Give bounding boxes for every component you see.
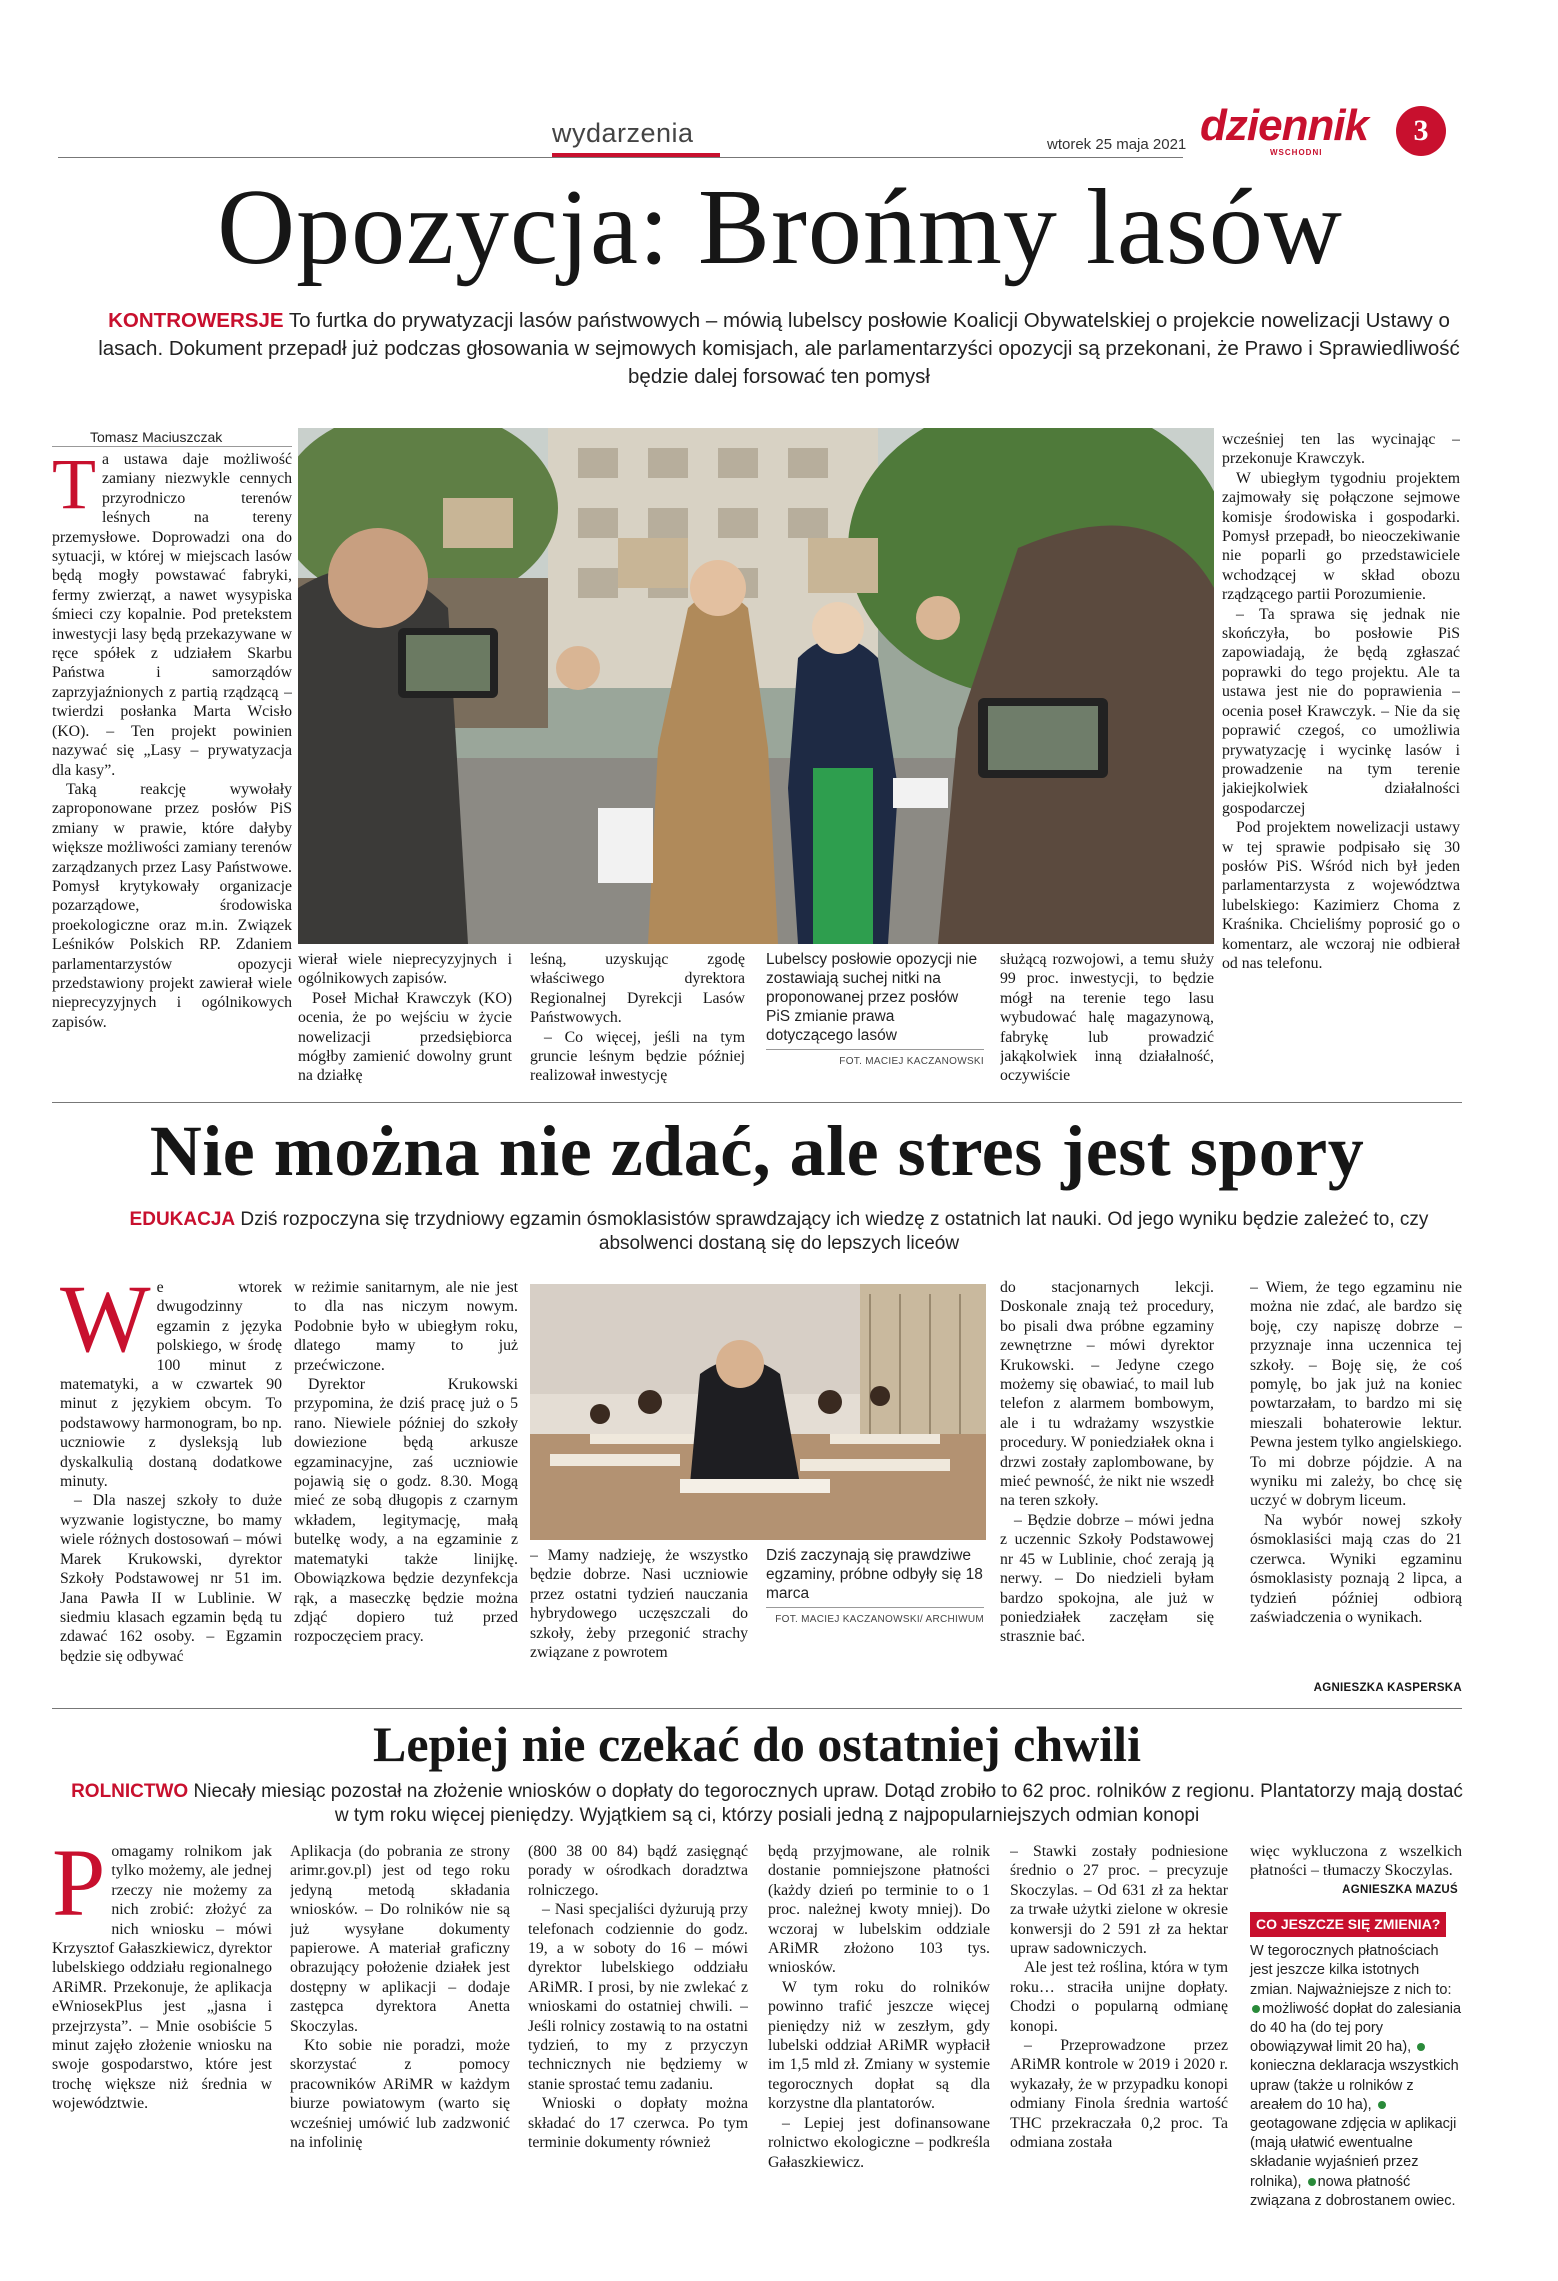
article3-col2-p2: Kto sobie nie poradzi, może skorzystać z pomocy pracowników ARiMR w każdym biurze powiatowym (warto się wcześniej umówić lub zadzwonić na infolinię [290,2037,510,2152]
article2-col3-p1: – Mamy nadzieję, że wszystko będzie dobrze. Nasi uczniowie przez ostatni tydzień nauczania hybrydowego uczęszczali do szkoły, żeby przegonić strachy związane z powrotem [530,1547,748,1662]
article2-lead [80,1208,1478,1256]
byline-rule [52,446,292,447]
article1-col5-p1: służącą rozwojowi, a temu służy 99 proc. inwestycji, to będzie mógł na terenie tego lasu wybudować halę magazynową, fabrykę lub prowadzić jakąkolwiek inną działalność, oczywiście [1000,951,1214,1085]
article1-col6-p2: W ubiegłym tygodniu projektem zajmowały się połączone sejmowe komisje środowiska i gospodarki. Pomysł przepadł, bo nieoczekiwanie nie poparli go przedstawiciele wchodzącej w skład obozu rządzącego partii Porozumienie. [1222,469,1460,604]
page-number: 3 [1413,114,1429,147]
article1-col6-p4: Pod projektem nowelizacji ustawy w tej sprawie podpisało się 30 posłów PiS. Wśród nich był jeden parlamentarzysta z województwa lubelskiego: Kazimierz Choma z Kraśnika. Chcieliśmy poprosić go o komentarz, ale wczoraj nie odbierał od nas telefonu. [1222,819,1460,972]
article3-col3 [528,1842,748,2242]
section-label: wydarzenia [552,118,694,148]
changes-box-intro: W tegorocznych płatnościach jest jeszcze kilka istotnych zmian. Najważniejsze z nich to: [1250,1943,1452,1998]
article3-col5 [1010,1842,1228,2242]
article3-col2 [290,1842,510,2242]
article1-col3-p1: leśną, uzyskując zgodę właściwego dyrektora Regionalnej Dyrekcji Lasów Państwowych. [530,951,745,1027]
article1-byline: Tomasz Maciuszczak [90,429,223,445]
changes-box-body [1250,1942,1462,2211]
article3-col3-p2: – Nasi specjaliści dyżurują przy telefonach codziennie do godz. 19, a w soboty do 16 – mówi dyrektor lubelskiego oddziału ARiMR. I prosi, by nie zwlekać z wnioskami do ostatniej chwili. – Jeśli rolnicy zostawią to na ostatni tydzień, to my z przyczyn technicznych nie będziemy w stanie sprostać temu zadaniu. [528,1901,748,2093]
article1-col2 [298,950,512,1095]
article1-lead-text: To furtka do prywatyzacji lasów państwowych – mówią lubelscy posłowie Koalicji Obywatelskiej o projekcie nowelizacji Ustawy o lasach. Dokument przepadł już podczas głosowania w sejmowych komisjach, ale parlamentarzyści opozycji są przekonani, że Prawo i Sprawiedliwość będzie dalej forsować ten pomysł [98,309,1460,388]
article2-drop-cap: W [60,1278,151,1372]
article1-photo [298,428,1214,944]
article1-photo-credit: FOT. MACIEJ KACZANOWSKI [766,1049,984,1071]
article2-col1-p2: – Dla naszej szkoły to duże wyzwanie logistyczne, bo mamy wiele różnych dostosowań – mówi Marek Krukowski, dyrektor Szkoły Podstawowej nr 51 im. Jana Pawła II w Lublinie. W siedmiu klasach egzamin będą tu zdawać 162 osoby. – Egzamin będzie się odbywać [60,1492,282,1665]
page-number-badge [1396,106,1446,156]
article1-col5 [1000,950,1214,1095]
article3-signature: AGNIESZKA MAZUŚ [1342,1884,1458,1896]
changes-box [1250,1912,1462,2211]
article3-col1-p1: omagamy rolnikom jak tylko możemy, ale jednej rzeczy nie możemy za nich zrobić: złożyć za nich wniosku – mówi Krzysztof Gałaszkiewicz, dyrektor lubelskiego oddziału regionalnego ARiMR. Przekonuje, że aplikacja eWniosekPlus jest „jasna i przejrzysta”. – Mnie osobiście 5 minut zajęło złożenie wniosku na swoje gospodarstwo, które jest trochę większe niż średnia w województwie. [52,1843,272,2113]
article2-col1 [60,1278,282,1703]
article3-col4-p1: będą przyjmowane, ale rolnik dostanie pomniejszone płatności (każdy dzień po terminie to o 1 proc. należnej kwoty mniej). Do wczoraj w lubelskim oddziale ARiMR złożono 103 tys. wniosków. [768,1843,990,1977]
article2-signature: AGNIESZKA KASPERSKA [1313,1682,1462,1694]
brand-name: dziennik [1200,101,1369,150]
bullet-icon [1417,2043,1425,2051]
article2-col1-p1: e wtorek dwugodzinny egzamin z języka polskiego, w środę 100 minut z matematyki, a w czwartek 90 minut z językiem obcym. To podstawowy harmonogram, bo np. uczniowie z dysleksją lub dyskalkulią dostaną dodatkowe minuty. [60,1279,282,1491]
article2-caption [766,1546,984,1629]
header-rule [58,157,1183,158]
article1-caption-text: Lubelscy posłowie opozycji nie zostawiają suchej nitki na proponowanej przez posłów PiS zmianie prawa dotyczącego lasów [766,951,978,1044]
article1-col1 [52,450,292,1090]
article1-col1-p2: Taką reakcję wywołały zaproponowane przez posłów PiS zmiany w prawie, które dałyby większe możliwości zamiany terenów zarządzanych przez Lasy Państwowe. Pomysł krytykowały organizacje pozarządowe, środowiska proekologiczne oraz m.in. Związek Leśników Polskich RP. Zdaniem parlamentarzystów opozycji przedstawiony projekt zawierał wiele nieprecyzyjnych i ogólnikowych zapisów. [52,780,292,1031]
article1-col2-p1: wierał wiele nieprecyzyjnych i ogólnikowych zapisów. [298,951,512,988]
article1-col1-p1: a ustawa daje możliwość zamiany niezwykle cennych przyrodniczo terenów leśnych na tereny przemysłowe. Doprowadzi ona do sytuacji, w której w miejscach lasów będą mogły powstawać fabryki, fermy zwierząt, a nawet wysypiska śmieci czy kopalnie. Pod pretekstem inwestycji lasy będą przekazywane w ręce spółek z udziałem Skarbu Państwa i samorządów zaprzyjaźnionych z partią rządzącą – twierdzi posłanka Marta Wcisło (KO). – Ten projekt powinien nazywać się „Lasy – prywatyzacja dla kasy”. [52,451,292,779]
protest-photo-svg [298,428,1214,944]
article2-photo [530,1284,986,1540]
article1-col6 [1222,430,1460,1095]
article-divider-2 [52,1708,1462,1709]
article1-lead [80,307,1478,391]
article2-col5-p2: – Będzie dobrze – mówi jedna z uczennic Szkoły Podstawowej nr 45 w Lublinie, choć zerają ją nerwy. – Do niedzieli byłam bardzo spokojna, ale już w poniedziałek zaczęłam się strasznie bać. [1000,1511,1214,1646]
article3-lead [62,1780,1472,1828]
changes-box-item-2: konieczna deklaracja wszystkich upraw (także u rolników z areałem do 10 ha), [1250,2058,1459,2113]
article1-col3-p2: – Co więcej, jeśli na tym gruncie leśnym będzie później realizował inwestycję [530,1028,745,1085]
article2-col6-p2: Na wybór nowej szkoły ósmoklasiści mają czas do 21 czerwca. Wyniki egzaminu ósmoklasisty poznają 2 lipca, a tydzień później odbiorą zaświadczenia o wynikach. [1250,1511,1462,1626]
article2-photo-credit: FOT. MACIEJ KACZANOWSKI/ ARCHIWUM [766,1607,984,1629]
article2-lead-text: Dziś rozpoczyna się trzydniowy egzamin ósmoklasistów sprawdzający ich wiedzę z ostatnich lat nauki. Od jego wyniku będzie zależeć to, czy absolwenci dostaną się do lepszych liceów [235,1209,1429,1254]
article3-col6-p1: więc wykluczona z wszelkich płatności – tłumaczy Skoczylas. [1250,1843,1462,1880]
article2-col3 [530,1546,748,1703]
article2-lead-keyword: EDUKACJA [129,1209,236,1230]
article3-headline: Lepiej nie czekać do ostatniej chwili [373,1716,1141,1772]
exam-photo-svg [530,1284,986,1540]
article3-col3-p1: (800 38 00 84) bądź zasięgnąć porady w ośrodkach doradztwa rolniczego. [528,1843,748,1899]
article2-col6-p1: – Wiem, że tego egzaminu nie można nie zdać, ale bardzo się boję, czy napiszę dobrze – przyznaje inna uczennica tej szkoły. – Boję się, że coś pomylę, bo jak już na koniec powtarzałam, to bardzo mi się mieszali bohaterowie lektur. Pewna jestem tylko angielskiego. To mi dobrze pójdzie. A na wyniku mi zależy, bo chcę się uczyć w dobrym liceum. [1250,1279,1462,1510]
bullet-icon [1252,2005,1260,2013]
article1-headline: Opozycja: Brońmy lasów [217,168,1343,287]
article3-col6 [1250,1842,1462,1884]
article1-lead-keyword: KONTROWERSJE [108,309,284,332]
article3-col5-p2: Ale jest też roślina, która w tym roku… straciła unijne dopłaty. Chodzi o popularną odmianę konopi. [1010,1959,1228,2035]
article3-col4-p3: – Lepiej jest dofinansowane rolnictwo ekologiczne – podkreśla Gałaszkiewicz. [768,2114,990,2171]
brand-logo [1200,102,1368,150]
article3-col4-p2: W tym roku do rolników powinno trafić jeszcze więcej pieniędzy niż w zeszłym, gdy lubelski oddział ARiMR wypłacił im 1,5 mld zł. Zmiany w systemie tegorocznych dopłat są dla korzystne dla plantatorów. [768,1978,990,2113]
article-divider-1 [52,1102,1462,1103]
article2-col5 [1000,1278,1214,1703]
article3-col4 [768,1842,990,2242]
article2-col6 [1250,1278,1462,1676]
issue-date: wtorek 25 maja 2021 [1047,136,1187,153]
changes-box-item-3: geotagowane zdjęcia w aplikacji (mają ułatwić ewentualne składanie wyjaśnień przez rolnika), [1250,2116,1457,2190]
article1-col2-p2: Poseł Michał Krawczyk (KO) ocenia, że po wejściu w życie nowelizacji przedsiębiorca mógłby zamienić dowolny grunt na działkę [298,989,512,1085]
article2-caption-text: Dziś zaczynają się prawdziwe egzaminy, próbne odbyły się 18 marca [766,1547,983,1602]
article1-caption [766,950,984,1071]
article3-col5-p3: – Przeprowadzone przez ARiMR kontrole w 2019 i 2020 r. wykazały, że w przypadku konopi odmiany Finola średnia wartość THC przekraczała 0,2 proc. Ta odmiana została [1010,2037,1228,2152]
article1-drop-cap: T [52,450,96,524]
article1-col3 [530,950,745,1095]
article1-col6-p1: wcześniej ten las wycinając – przekonuje Krawczyk. [1222,431,1460,468]
changes-box-item-4: nowa płatność związana z dobrostanem owiec. [1250,2173,1456,2209]
changes-box-title: CO JESZCZE SIĘ ZMIENIA? [1250,1912,1446,1937]
article2-col2-p1: w reżimie sanitarnym, ale nie jest to dla nas niczym nowym. Podobnie było w ubiegłym roku, dlatego mamy to już przećwiczone. [294,1279,518,1374]
article2-col2-p2: Dyrektor Krukowski przypomina, że dziś pracę już o 5 rano. Niewiele później do szkoły dowiezione będą arkusze egzaminacyjne, zaś uczniowie pojawią się o godz. 8.30. Mogą mieć ze sobą długopis z czarnym wkładem, legitymację, małą butelkę wody, a na egzaminie z matematyki także linijkę. Obowiązkowa będzie dezynfekcja rąk, a maseczkę będzie można zdjąć dopiero tuż przed rozpoczęciem pracy. [294,1376,518,1646]
article2-headline: Nie można nie zdać, ale stres jest spory [149,1111,1365,1191]
article3-drop-cap: P [52,1842,106,1936]
article3-lead-keyword: ROLNICTWO [71,1781,189,1802]
bullet-icon [1308,2178,1316,2186]
article3-col2-p1: Aplikacja (do pobrania ze strony arimr.gov.pl) jest od tego roku jedyną metodą składania wniosków. – Do rolników nie są już wysyłane dokumenty papierowe. A materiał graficzny obrazujący położenie działek jest dostępny w aplikacji – dodaje zastępca dyrektora Anetta Skoczylas. [290,1843,510,2035]
article2-col5-p1: do stacjonarnych lekcji. Doskonale znają też procedury, bo pisali dwa próbne egzaminy zewnętrzne – mówi dyrektor Krukowski. – Jedyne czego możemy się obawiać, to mail lub telefon z alarmem bombowym, ale i tu wdrażamy wszystkie procedury. W poniedziałek okna i drzwi zostały zaplombowane, by mieć pewność, że nikt nie wszedł na teren szkoły. [1000,1279,1214,1510]
article3-col3-p3: Wnioski o dopłaty można składać do 17 czerwca. Po tym terminie dokumenty również [528,2095,748,2152]
article2-col2 [294,1278,518,1703]
brand-sub: WSCHODNI [1270,148,1323,157]
article3-lead-text: Niecały miesiąc pozostał na złożenie wniosków o dopłaty do tegorocznych upraw. Dotąd zrobiło to 62 proc. rolników z regionu. Plantatorzy mają dostać w tym roku więcej pieniędzy. Wyjątkiem są ci, którzy posiali jedną z najpopularniejszych odmian konopi [188,1781,1463,1826]
changes-box-item-1: możliwość dopłat do zalesiania do 40 ha (do tej pory obowiązywał limit 20 ha), [1250,2000,1462,2056]
article1-col6-p3: – Ta sprawa się jednak nie skończyła, bo posłowie PiS zapowiadają, że będą zgłaszać poprawki do tego projektu. Ale ta ustawa jest nie do poprawienia – ocenia poseł Krawczyk. – Nie da się poprawić czegoś, co umożliwia prywatyzację i wycinkę lasów i prowadzenie na tym terenie jakiejkolwiek działalności gospodarczej [1222,605,1460,817]
article3-col1 [52,1842,272,2242]
article3-col5-p1: – Stawki zostały podniesione średnio o 27 proc. – precyzuje Skoczylas. – Od 631 zł za hektar za trwałe użytki zielone w okresie konwersji do 2 591 zł za hektar upraw sadowniczych. [1010,1843,1228,1958]
bullet-icon [1378,2101,1386,2109]
